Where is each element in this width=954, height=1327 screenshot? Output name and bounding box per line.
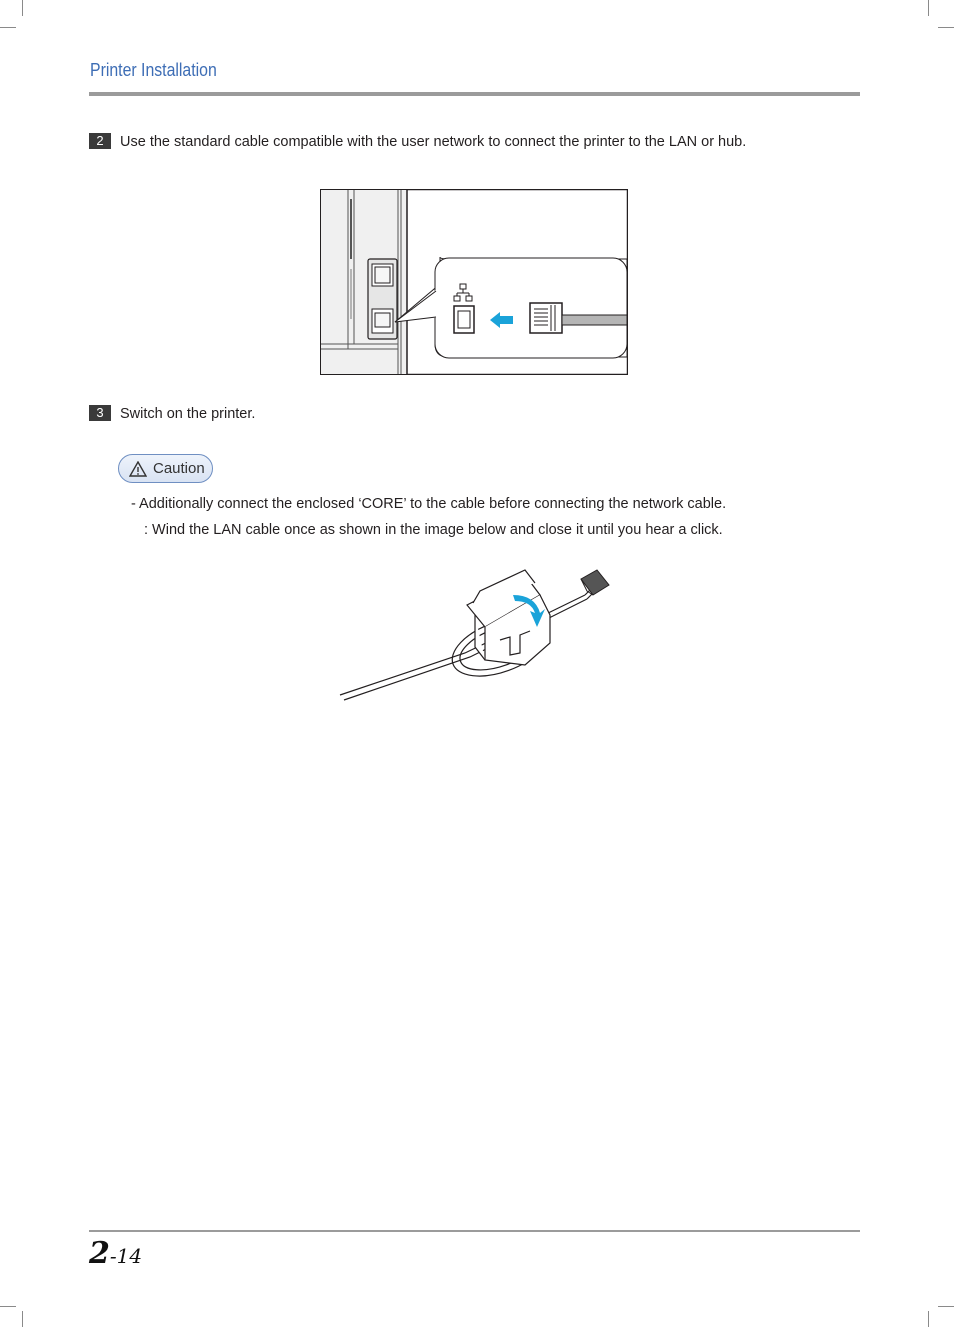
page-number <box>89 1236 142 1271</box>
crop-mark <box>0 27 16 28</box>
page-header-title: Printer Installation <box>90 60 217 80</box>
crop-mark <box>928 0 929 16</box>
crop-mark <box>22 0 23 16</box>
rj45-connector <box>581 570 609 595</box>
step-2 <box>89 133 746 150</box>
step-number: 2 <box>89 133 111 149</box>
caution-badge <box>118 454 213 483</box>
crop-mark <box>928 1311 929 1327</box>
crop-mark <box>22 1311 23 1327</box>
header-divider <box>89 92 860 96</box>
step-3 <box>89 405 255 422</box>
step-text: Use the standard cable compatible with the user network to connect the printer to the LAN or hub. <box>120 134 747 150</box>
caution-label: Caution <box>153 460 205 477</box>
ferrite-core-illustration <box>335 565 615 705</box>
step-text: Switch on the printer. <box>120 406 256 422</box>
page-number-suffix: -14 <box>109 1244 143 1268</box>
crop-mark <box>938 27 954 28</box>
caution-note-line-1: - Additionally connect the enclosed ‘CORE’ to the cable before connecting the network cable. <box>131 496 727 512</box>
caution-note-line-2: : Wind the LAN cable once as shown in the image below and close it until you hear a click. <box>144 522 723 538</box>
crop-mark <box>938 1306 954 1307</box>
lan-port-illustration <box>320 189 628 375</box>
footer-divider <box>89 1230 860 1232</box>
warning-triangle-icon <box>129 461 147 477</box>
crop-mark <box>0 1306 16 1307</box>
step-number: 3 <box>89 405 111 421</box>
page-chapter: 2 <box>89 1236 110 1271</box>
